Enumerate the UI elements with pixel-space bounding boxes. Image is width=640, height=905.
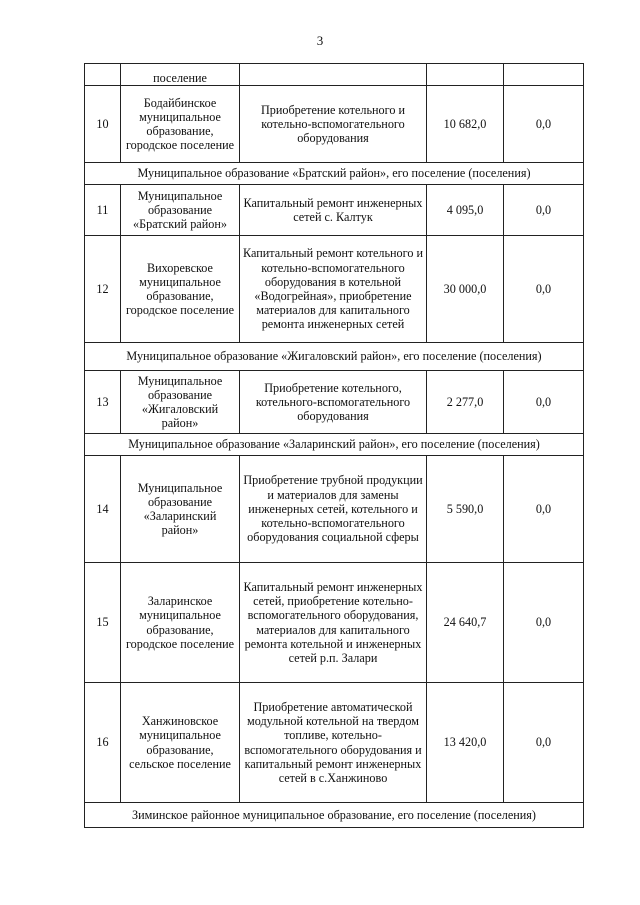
section-heading: Муниципальное образование «Жигаловский район», его поселение (поселения) xyxy=(85,343,584,371)
row-number-cell: 15 xyxy=(85,563,121,683)
amount2-cell: 0,0 xyxy=(504,236,584,343)
table-row xyxy=(85,185,584,236)
amount-cell: 2 277,0 xyxy=(427,371,504,434)
measure-cell: Капитальный ремонт котельного и котельно-вспомогательного оборудования в котельной «Водогрейная», приобретение материалов для капитального ремонта инженерных сетей xyxy=(240,236,427,343)
section-heading: Муниципальное образование «Заларинский район», его поселение (поселения) xyxy=(85,434,584,456)
municipality-cell: Бодайбинское муниципальное образование, городское поселение xyxy=(121,86,240,163)
table-row xyxy=(85,64,584,86)
amount2-cell: 0,0 xyxy=(504,185,584,236)
amount2-cell: 0,0 xyxy=(504,563,584,683)
amount-cell: 24 640,7 xyxy=(427,563,504,683)
municipality-cell: Ханжиновское муниципальное образование, сельское поселение xyxy=(121,683,240,803)
section-row xyxy=(85,434,584,456)
row-number-cell: 11 xyxy=(85,185,121,236)
row-number-cell xyxy=(85,64,121,86)
row-number-cell: 12 xyxy=(85,236,121,343)
amount2-cell: 0,0 xyxy=(504,456,584,563)
amount-cell xyxy=(427,64,504,86)
table-row xyxy=(85,563,584,683)
table-row xyxy=(85,371,584,434)
row-number-cell: 13 xyxy=(85,371,121,434)
table-row xyxy=(85,683,584,803)
section-heading: Муниципальное образование «Братский район», его поселение (поселения) xyxy=(85,163,584,185)
table-row xyxy=(85,236,584,343)
municipality-cell: поселение xyxy=(121,64,240,86)
municipality-cell: Муниципальное образование «Жигаловский район» xyxy=(121,371,240,434)
amount2-cell: 0,0 xyxy=(504,683,584,803)
municipality-cell: Вихоревское муниципальное образование, городское поселение xyxy=(121,236,240,343)
measure-cell xyxy=(240,64,427,86)
measure-cell: Приобретение котельного, котельного-вспомогательного оборудования xyxy=(240,371,427,434)
measure-cell: Капитальный ремонт инженерных сетей с. Калтук xyxy=(240,185,427,236)
section-row xyxy=(85,803,584,828)
page-number: 3 xyxy=(316,33,324,48)
table-row xyxy=(85,86,584,163)
measure-cell: Приобретение автоматической модульной котельной на твердом топливе, котельно-вспомогательного оборудования и капитальный ремонт инженерных сетей в с.Ханжиново xyxy=(240,683,427,803)
municipality-cell: Муниципальное образование «Братский район» xyxy=(121,185,240,236)
amount-cell: 4 095,0 xyxy=(427,185,504,236)
amount-cell: 10 682,0 xyxy=(427,86,504,163)
allocation-table xyxy=(84,63,584,828)
section-row xyxy=(85,343,584,371)
measure-cell: Капитальный ремонт инженерных сетей, приобретение котельно-вспомогательного оборудования, материалов для капитального ремонта котельной и инженерных сетей р.п. Залари xyxy=(240,563,427,683)
municipality-cell: Муниципальное образование «Заларинский район» xyxy=(121,456,240,563)
section-row xyxy=(85,163,584,185)
row-number-cell: 16 xyxy=(85,683,121,803)
row-number-cell: 14 xyxy=(85,456,121,563)
row-number-cell: 10 xyxy=(85,86,121,163)
section-heading: Зиминское районное муниципальное образование, его поселение (поселения) xyxy=(85,803,584,828)
amount-cell: 13 420,0 xyxy=(427,683,504,803)
measure-cell: Приобретение трубной продукции и материалов для замены инженерных сетей, котельного и котельно-вспомогательного оборудования социальной сферы xyxy=(240,456,427,563)
table-row xyxy=(85,456,584,563)
municipality-cell: Заларинское муниципальное образование, городское поселение xyxy=(121,563,240,683)
amount-cell: 30 000,0 xyxy=(427,236,504,343)
amount-cell: 5 590,0 xyxy=(427,456,504,563)
amount2-cell xyxy=(504,64,584,86)
amount2-cell: 0,0 xyxy=(504,86,584,163)
measure-cell: Приобретение котельного и котельно-вспомогательного оборудования xyxy=(240,86,427,163)
amount2-cell: 0,0 xyxy=(504,371,584,434)
